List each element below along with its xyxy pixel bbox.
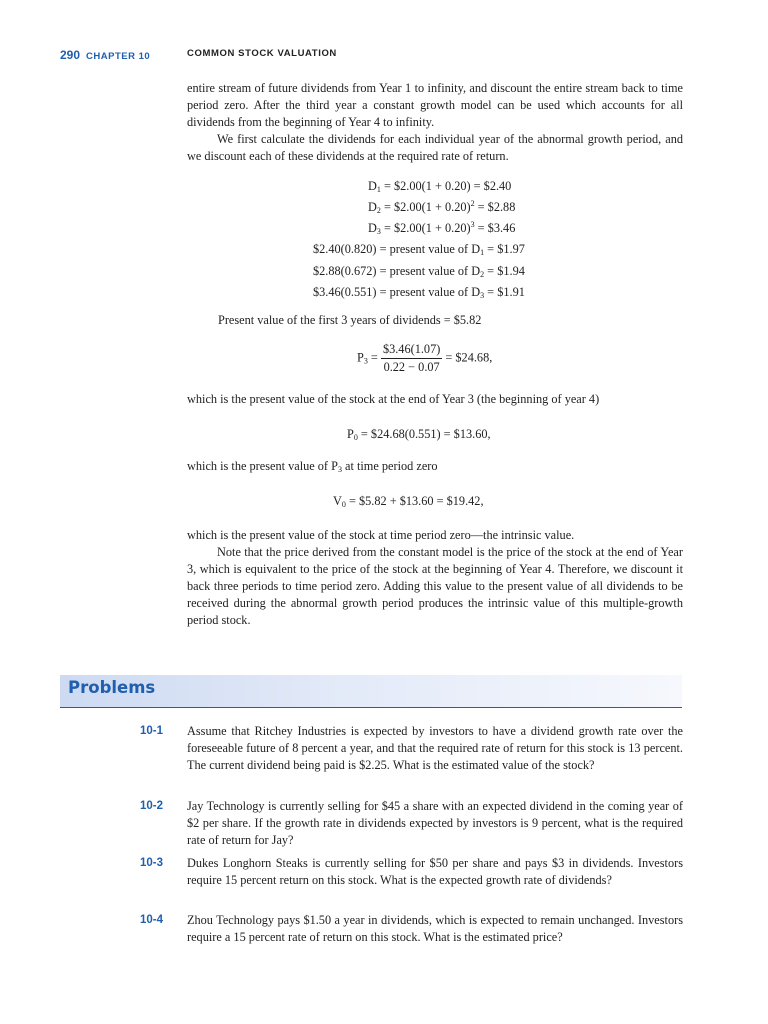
- equation-v0: $V_0$ = $5.82 + $13.60 = $19.42,: [333, 494, 484, 509]
- intro-text: [187, 80, 683, 165]
- problems-heading-band: [60, 675, 682, 708]
- chapter-title: COMMON STOCK VALUATION: [187, 48, 337, 59]
- chapter-label: CHAPTER 10: [86, 51, 151, 62]
- paragraph-2: We first calculate the dividends for each individual year of the abnormal growth period, and we discount each of these dividends at the required rate of return.: [187, 132, 683, 163]
- paragraph-4: which is the present value of the stock at the end of Year 3 (the beginning of year 4): [187, 392, 600, 406]
- equation-p3: $P_3$ = $\frac{\$3.46(1.07)}{0.22 - 0.07}$ = $24.68,: [357, 342, 493, 374]
- pv-summary: Present value of the first 3 years of dividends = $5.82: [218, 313, 482, 327]
- problem-text: Dukes Longhorn Steaks is currently selling for $50 per share and pays $3 in dividends. Investors require 15 percent return on this stock. What is the expected growth rate of dividends?: [187, 856, 683, 887]
- problem-number: 10-4: [140, 914, 164, 926]
- problem-10-2: [140, 798, 683, 849]
- paragraph-1: entire stream of future dividends from Year 1 to infinity, and discount the entire stream back to time period zero. After the third year a constant growth model can be used which accounts for all dividends from the beginning of Year 4 to infinity.: [187, 81, 683, 129]
- problem-number: 10-2: [140, 800, 164, 812]
- equation-pv2: $2.88(0.672) = present value of $D_2$ = $1.94: [313, 264, 525, 279]
- equation-d2: $D_2$ = $2.00(1 + 0.20)$^2$ = $2.88: [368, 199, 516, 215]
- equation-pv1: $2.40(0.820) = present value of $D_1$ = $1.97: [313, 242, 525, 257]
- problem-10-3: [140, 855, 683, 889]
- paragraph-6: which is the present value of the stock at time period zero—the intrinsic value.: [187, 528, 575, 542]
- problem-10-1: [140, 723, 683, 774]
- problem-text: Jay Technology is currently selling for $45 a share with an expected dividend in the coming year of $2 per share. If the growth rate in dividends expected by investors is 9 percent, what is the required rate of return for Jay?: [187, 799, 683, 847]
- equation-d1: $D_1$ = $2.00(1 + 0.20) = $2.40: [368, 179, 512, 194]
- running-header: [60, 46, 337, 64]
- problem-10-4: [140, 912, 683, 946]
- page-number: 290: [60, 48, 81, 62]
- paragraph-7: Note that the price derived from the constant model is the price of the stock at the end of Year 3, which is equivalent to the price of the stock at the beginning of Year 4. Therefore, we discount it back three periods to time period zero. Adding this value to the present value of all dividends to be received during the abnormal growth period produces the intrinsic value of this multiple-growth period stock.: [187, 545, 683, 627]
- problem-number: 10-1: [140, 725, 164, 737]
- problem-text: Zhou Technology pays $1.50 a year in dividends, which is expected to remain unchanged. Investors require a 15 percent rate of return on this stock. What is the estimated price?: [187, 913, 683, 944]
- closing-text: [187, 527, 683, 629]
- problems-heading: Problems: [68, 678, 156, 697]
- equation-p0: $P_0$ = $24.68(0.551) = $13.60,: [347, 427, 491, 442]
- problem-number: 10-3: [140, 857, 164, 869]
- paragraph-5: which is the present value of $P_3$ at time period zero: [187, 459, 438, 474]
- equation-d3: $D_3$ = $2.00(1 + 0.20)$^3$ = $3.46: [368, 220, 516, 236]
- problem-text: Assume that Ritchey Industries is expected by investors to have a dividend growth rate over the foreseeable future of 8 percent a year, and that the required rate of return for this stock is 13 percent. The current dividend being paid is $2.25. What is the estimated value of the stock?: [187, 724, 683, 772]
- equation-pv3: $3.46(0.551) = present value of $D_3$ = $1.91: [313, 285, 525, 300]
